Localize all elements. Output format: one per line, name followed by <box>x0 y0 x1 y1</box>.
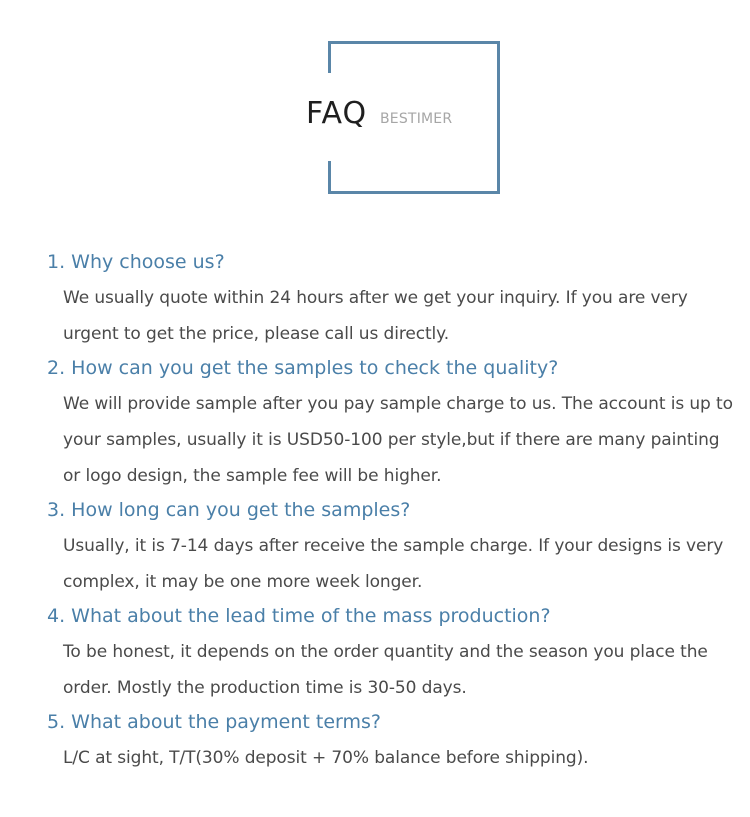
faq-question: 4. What about the lead time of the mass production? <box>47 605 551 627</box>
faq-item-3 <box>47 497 737 600</box>
faq-item-5 <box>47 709 737 776</box>
faq-item-2 <box>47 355 737 494</box>
faq-list <box>47 249 737 779</box>
frame-bottom-border <box>328 191 500 194</box>
frame-top-border <box>328 41 500 44</box>
faq-question: 5. What about the payment terms? <box>47 711 381 733</box>
faq-question: 1. Why choose us? <box>47 251 225 273</box>
faq-item-1 <box>47 249 737 352</box>
faq-question: 2. How can you get the samples to check the quality? <box>47 357 559 379</box>
page-title: FAQ <box>306 96 368 131</box>
faq-answer: To be honest, it depends on the order quantity and the season you place the order. Mostly the production time is 30-50 days. <box>63 642 708 698</box>
frame-left-top-border <box>328 41 331 73</box>
faq-answer: L/C at sight, T/T(30% deposit + 70% balance before shipping). <box>63 748 589 768</box>
frame-left-bottom-border <box>328 161 331 194</box>
faq-answer: We will provide sample after you pay sample charge to us. The account is up to your samples, usually it is USD50-100 per style,but if there are many painting or logo design, the sample fee will be higher. <box>63 394 733 486</box>
faq-item-4 <box>47 603 737 706</box>
faq-question: 3. How long can you get the samples? <box>47 499 411 521</box>
faq-answer: We usually quote within 24 hours after we get your inquiry. If you are very urgent to get the price, please call us directly. <box>63 288 688 344</box>
faq-answer: Usually, it is 7-14 days after receive the sample charge. If your designs is very complex, it may be one more week longer. <box>63 536 724 592</box>
frame-right-border <box>497 41 500 194</box>
brand-name: BESTIMER <box>380 111 453 127</box>
